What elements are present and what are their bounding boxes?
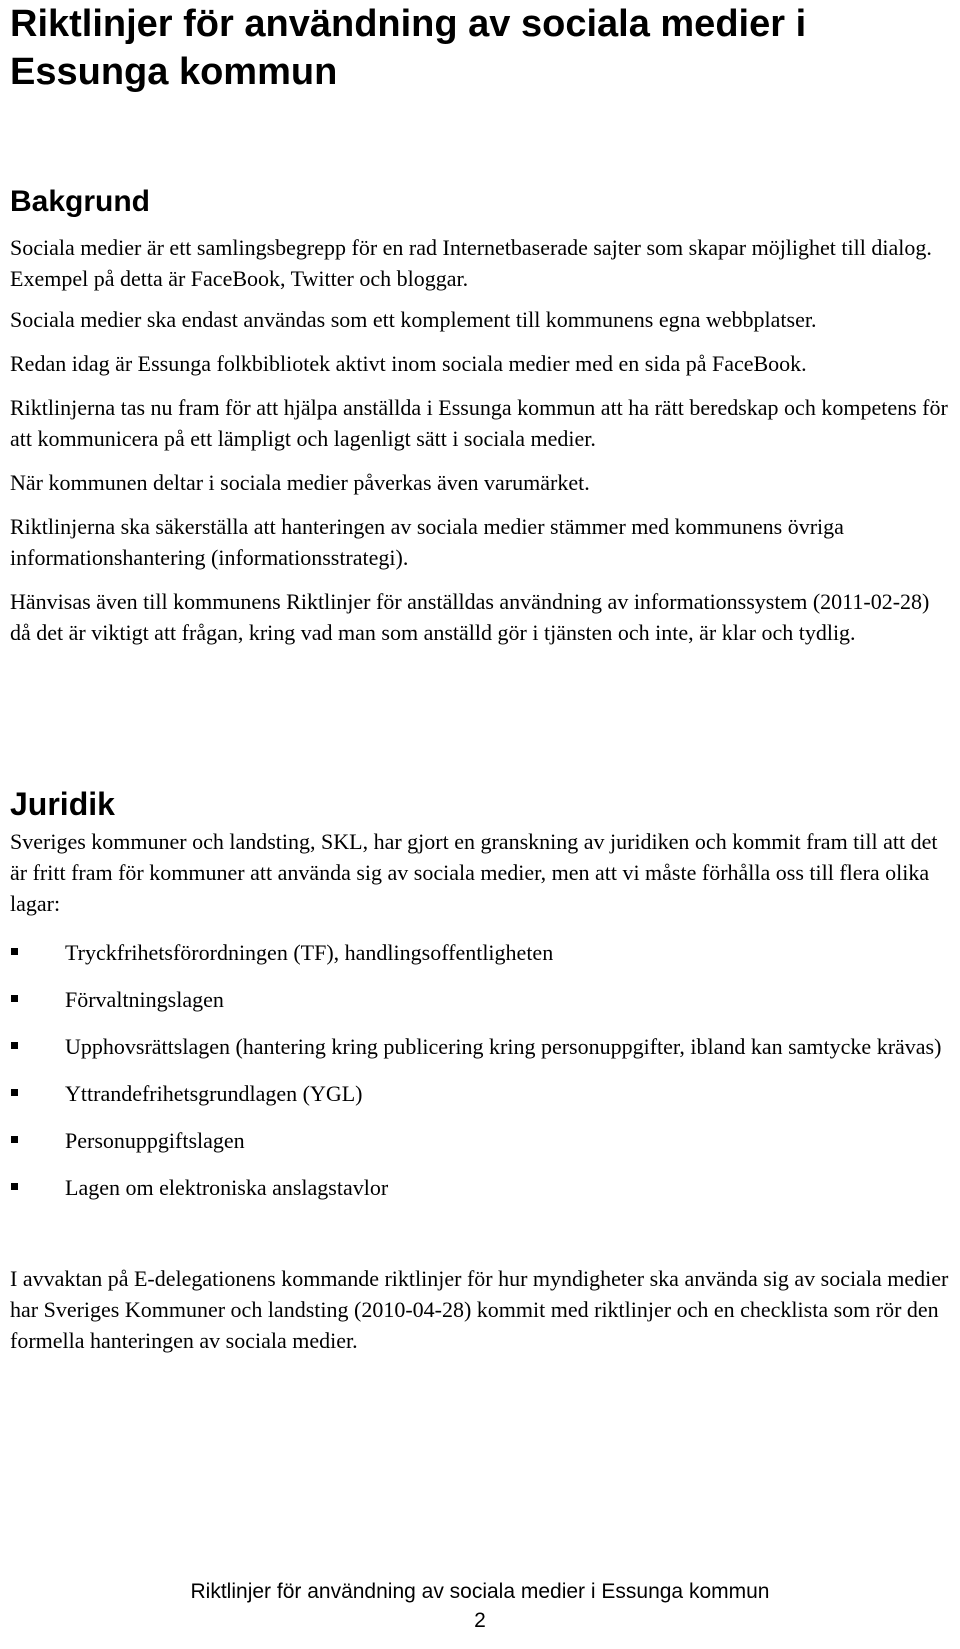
bakgrund-heading: Bakgrund bbox=[10, 185, 151, 218]
law-label: Personuppgiftslagen bbox=[65, 1128, 245, 1153]
laws-list bbox=[10, 937, 955, 1219]
bakgrund-paragraph: Riktlinjerna tas nu fram för att hjälpa anställda i Essunga kommun att ha rätt beredskap och kompetens för att kommunicera på ett lämpligt och lagenligt sätt i sociala medier. bbox=[10, 395, 948, 451]
bakgrund-paragraph: Sociala medier ska endast användas som ett komplement till kommunens egna webbplatser. bbox=[10, 307, 817, 332]
list-item bbox=[10, 1172, 955, 1203]
list-item bbox=[10, 984, 955, 1015]
law-label: Upphovsrättslagen (hantering kring publicering kring personuppgifter, ibland kan samtycke krävas) bbox=[65, 1034, 942, 1059]
law-label: Lagen om elektroniska anslagstavlor bbox=[65, 1175, 389, 1200]
law-label: Tryckfrihetsförordningen (TF), handlingsoffentligheten bbox=[65, 940, 554, 965]
bakgrund-paragraph: Riktlinjerna ska säkerställa att hanteringen av sociala medier stämmer med kommunens övriga informationshantering (informationsstrategi). bbox=[10, 514, 844, 570]
bakgrund-paragraph: När kommunen deltar i sociala medier påverkas även varumärket. bbox=[10, 470, 590, 495]
juridik-intro: Sveriges kommuner och landsting, SKL, har gjort en granskning av juridiken och kommit fram till att det är fritt fram för kommuner att använda sig av sociala medier, men att vi måste förhålla oss till flera olika lagar: bbox=[10, 829, 938, 916]
square-bullet-icon bbox=[11, 948, 18, 955]
bakgrund-paragraph: Redan idag är Essunga folkbibliotek aktivt inom sociala medier med en sida på FaceBook. bbox=[10, 351, 807, 376]
list-item bbox=[10, 1078, 955, 1109]
square-bullet-icon bbox=[11, 1183, 18, 1190]
square-bullet-icon bbox=[11, 1136, 18, 1143]
footer-title: Riktlinjer för användning av sociala medier i Essunga kommun bbox=[190, 1580, 770, 1603]
juridik-heading: Juridik bbox=[10, 786, 115, 822]
law-label: Yttrandefrihetsgrundlagen (YGL) bbox=[65, 1081, 363, 1106]
bakgrund-section bbox=[10, 0, 955, 648]
list-item bbox=[10, 937, 955, 968]
bakgrund-paragraph: Sociala medier är ett samlingsbegrepp för en rad Internetbaserade sajter som skapar möjlighet till dialog. Exempel på detta är FaceBook, Twitter och bloggar. bbox=[10, 235, 932, 291]
bakgrund-paragraph: Hänvisas även till kommunens Riktlinjer för anställdas användning av informationssystem (2011-02-28) då det är viktigt att frågan, kring vad man som anställd gör i tjänsten och inte, är klar och tydlig. bbox=[10, 589, 930, 645]
law-label: Förvaltningslagen bbox=[65, 987, 224, 1012]
list-item bbox=[10, 1125, 955, 1156]
document-title: Riktlinjer för användning av sociala medier i Essunga kommun bbox=[10, 3, 807, 93]
square-bullet-icon bbox=[11, 1042, 18, 1049]
juridik-closing: I avvaktan på E-delegationens kommande riktlinjer för hur myndigheter ska använda sig av sociala medier har Sveriges Kommuner och landsting (2010-04-28) kommit med riktlinjer och en checklista som rör den formella hanteringen av sociala medier. bbox=[10, 1266, 949, 1353]
square-bullet-icon bbox=[11, 1089, 18, 1096]
list-item bbox=[10, 1031, 955, 1062]
square-bullet-icon bbox=[11, 995, 18, 1002]
page-number: 2 bbox=[474, 1609, 486, 1632]
